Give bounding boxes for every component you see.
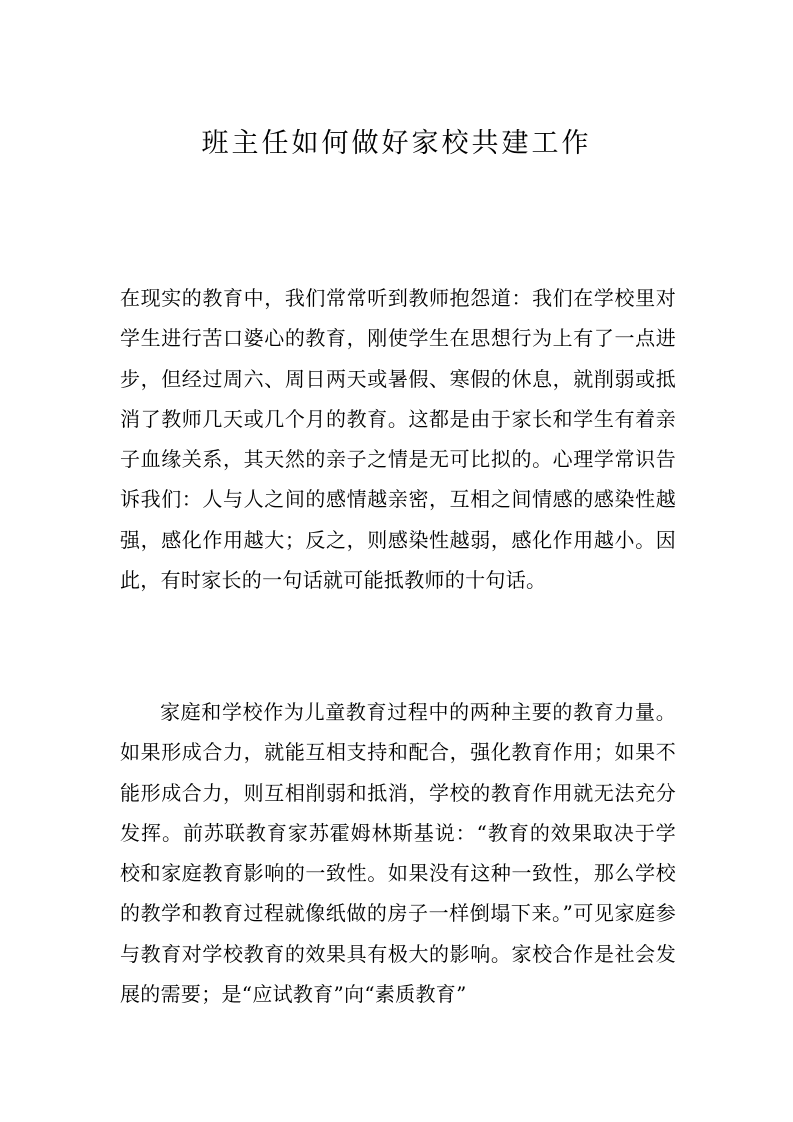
paragraph-2: 家庭和学校作为儿童教育过程中的两种主要的教育力量。如果形成合力，就能互相支持和配合，强化教育作用；如果不能形成合力，则互相削弱和抵消，学校的教育作用就无法充分发挥。前苏联教育家苏霍姆林斯基说：“教育的效果取决于学校和家庭教育影响的一致性。如果没有这种一致性，那么学校的教学和教育过程就像纸做的房子一样倒塌下来。”可见家庭参与教育对学校教育的效果具有极大的影响。家校合作是社会发展的需要；是“应试教育”向“素质教育” <box>120 700 676 1007</box>
paragraph-1: 在现实的教育中，我们常常听到教师抱怨道：我们在学校里对学生进行苦口婆心的教育，刚使学生在思想行为上有了一点进步，但经过周六、周日两天或暑假、寒假的休息，就削弱或抵消了教师几天或几个月的教育。这都是由于家长和学生有着亲子血缘关系，其天然的亲子之情是无可比拟的。心理学常识告诉我们：人与人之间的感情越亲密，互相之间情感的感染性越强，感化作用越大；反之，则感染性越弱，感化作用越小。因此，有时家长的一句话就可能抵教师的十句话。 <box>120 286 676 593</box>
document-title: 班主任如何做好家校共建工作 <box>201 128 592 159</box>
